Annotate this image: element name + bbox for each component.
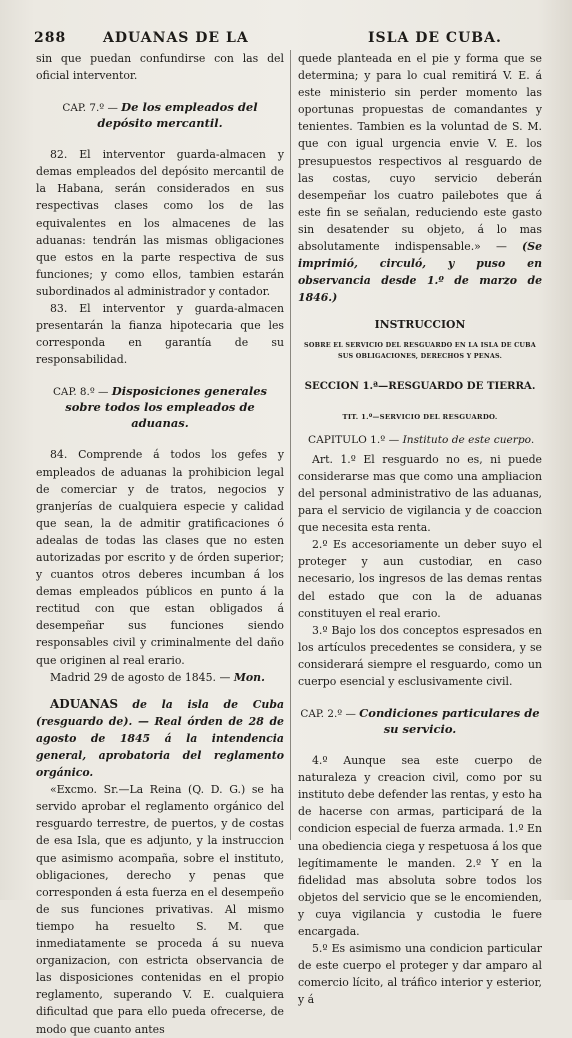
paragraph-83: 83. El interventor y guarda-almacen presentarán la fianza hipotecaria que les corresponda en garantía de su responsabilidad. xyxy=(36,302,284,367)
letter-continuation-text: quede planteada en el pie y forma que se determina; y para lo cual remitirá V. E. á este ministerio sin perder momento las oportunas propuestas de comandantes y tenientes. Tambien es la voluntad de S. M. que con igual urgencia envie V. E. los presupuestos respectivos al resguardo de las costas, cuyo servicio deberán desempeñar los cuatro pailebotes que á este fin se señalan, reduciendo este gasto sin desatender su objeto, á lo mas absolutamente indispensable.» — xyxy=(298,52,542,254)
entry-heading xyxy=(36,696,284,781)
left-column xyxy=(36,50,284,1038)
paragraph-84: 84. Comprende á todos los gefes y empleados de aduanas la prohibicion legal de comerciar y de tratos, negocios y granjerías de cualquiera especie y calidad que sean, la de admitir gratificaciones ó adealas de todas las clases que no esten autorizadas por escrito y de órden superior; y cuantos otros deberes incumban á los demas empleados públicos en punto á la rectitud con que estan obligados á desempeñar sus funciones siendo responsables civil y criminalmente del daño que originen al real erario. xyxy=(36,448,284,667)
section-heading: SECCION 1.ª—RESGUARDO DE TIERRA. xyxy=(304,379,536,392)
paragraph-82: 82. El interventor guarda-almacen y demas empleados del depósito mercantil de la Habana, serán considerados en sus respectivas clases como los de las equivalentes en los almacenes de las aduanas: tendrán las mismas obligaciones que estos en la parte respectiva de sus funciones; y como ellos, tambien estarán subordinados al administrador y contador. xyxy=(36,148,284,298)
capitulo-label: CAPITULO 1.º — xyxy=(308,433,400,446)
chapter-8-heading xyxy=(36,384,284,432)
running-head-left: ADUANAS DE LA xyxy=(103,30,249,46)
chapter-2-heading xyxy=(298,706,542,738)
capitulo-heading xyxy=(308,432,542,449)
chapter-8-label: CAP. 8.º — xyxy=(52,386,109,399)
capitulo-title: Instituto de este cuerpo. xyxy=(402,433,535,446)
letter-continuation xyxy=(298,50,542,306)
chapter-7-heading xyxy=(36,100,284,132)
page-number: 288 xyxy=(34,30,67,46)
paragraph-continuation: sin que puedan confundirse con las del oficial interventor. xyxy=(36,52,284,83)
chapter-2-label: CAP. 2.º — xyxy=(300,708,356,721)
instruction-title: INSTRUCCION xyxy=(374,318,466,332)
entry-title: de la isla de Cuba (resguardo de). — Real órden de 28 de agosto de 1845 á la intendencia general, aprobatoria del reglamento orgánico. xyxy=(36,697,284,780)
title-heading: TIT. 1.º—SERVICIO DEL RESGUARDO. xyxy=(342,412,498,421)
article-3: 3.º Bajo los dos conceptos espresados en los artículos precedentes se considera, y se considerará siempre el resguardo, como un cuerpo esencial y esclusivamente civil. xyxy=(298,623,542,688)
date-signature: Mon. xyxy=(233,670,265,684)
article-4: 4.º Aunque sea este cuerpo de naturaleza y creacion civil, como por su instituto debe defender las rentas, y esto ha de hacerse con armas, participará de la condicion especial de fuerza armada. 1.º En una obediencia ciega y respetuosa á los que legítimamente le manden. 2.º Y en la fidelidad mas absoluta sobre todos los objetos del servicio que se le encomienden, y cuya vigilancia y custodia le fuere encargada. xyxy=(298,754,542,939)
chapter-8-title: Disposiciones generales sobre todos los empleados de aduanas. xyxy=(65,384,268,431)
entry-lead: ADUANAS xyxy=(50,696,119,711)
date-line xyxy=(36,669,284,686)
instruction-subtitle: SOBRE EL SERVICIO DEL RESGUARDO EN LA ISLA DE CUBA SUS OBLIGACIONES, DERECHOS Y PENAS. xyxy=(304,340,536,360)
date-text: Madrid 29 de agosto de 1845. — xyxy=(50,670,231,684)
chapter-7-title: De los empleados del depósito mercantil. xyxy=(97,100,258,131)
letter-text: «Excmo. Sr.—La Reina (Q. D. G.) se ha servido aprobar el reglamento orgánico del resguardo terrestre, de puertos, y de costas de esa Isla, que es adjunto, y la instruccion que asimismo acompaña, sobre el instituto, obligaciones, derecho y penas que corresponden á esta fuerza en el desempeño de sus funciones privativas. Al mismo tiempo ha resuelto S. M. que inmediatamente se proceda á su nueva organizacion, con estricta observancia de las disposiciones contenidas en el propio reglamento, superando V. E. cualquiera dificultad que para ello pueda ofrecerse, de modo que cuanto antes xyxy=(36,783,284,1036)
article-5: 5.º Es asimismo una condicion particular de este cuerpo el proteger y dar amparo al comercio lícito, al tráfico interior y esterior, y á xyxy=(298,942,542,1007)
article-1: Art. 1.º El resguardo no es, ni puede considerarse mas que como una ampliacion del personal administrativo de las aduanas, para el servicio de vigilancia y de coaccion que necesita esta renta. xyxy=(298,452,542,535)
article-2: 2.º Es accesoriamente un deber suyo el proteger y aun custodiar, en caso necesario, los ingresos de las demas rentas del estado que con la de aduanas constituyen el real erario. xyxy=(298,538,542,620)
letter-note: (Se imprimió, circuló, y puso en observancia desde 1.º de marzo de 1846.) xyxy=(298,240,542,305)
right-column xyxy=(298,50,542,1009)
chapter-7-label: CAP. 7.º — xyxy=(62,102,118,115)
chapter-2-title: Condiciones particulares de su servicio. xyxy=(359,706,540,737)
column-divider xyxy=(290,50,291,840)
running-head-right: ISLA DE CUBA. xyxy=(368,30,502,46)
